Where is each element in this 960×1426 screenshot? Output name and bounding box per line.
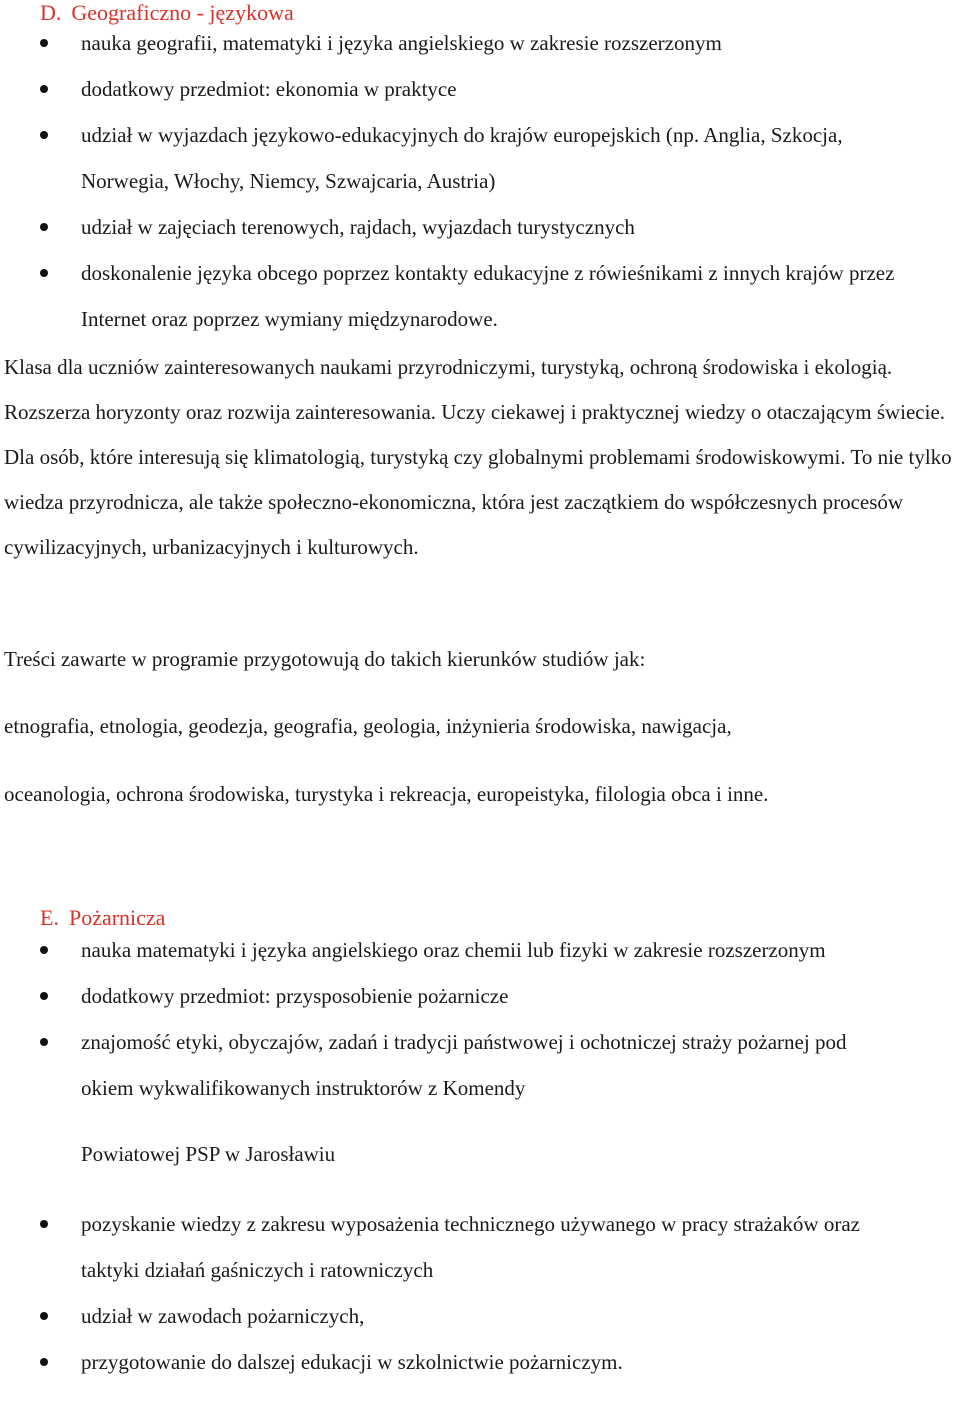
section-d-letter: D. bbox=[40, 0, 62, 25]
list-item: nauka matematyki i języka angielskiego oraz chemii lub fizyki w zakresie rozszerzonym bbox=[0, 927, 881, 973]
bullet-icon bbox=[40, 1358, 48, 1366]
section-e-letter: E. bbox=[40, 905, 59, 930]
list-item: znajomość etyki, obyczajów, zadań i tradycji państwowej i ochotniczej straży pożarnej pod okiem wykwalifikowanych instruktorów z Komendy bbox=[0, 1019, 871, 1111]
bullet-icon bbox=[40, 39, 48, 47]
list-item: udział w wyjazdach językowo-edukacyjnych do krajów europejskich (np. Anglia, Szkocja, Norwegia, Włochy, Niemcy, Szwajcaria, Austria) bbox=[0, 112, 931, 204]
studies-intro: Treści zawarte w programie przygotowują do takich kierunków studiów jak: bbox=[4, 647, 646, 671]
list-item: dodatkowy przedmiot: przysposobienie pożarnicze bbox=[0, 973, 960, 1019]
list-item: nauka geografii, matematyki i języka angielskiego w zakresie rozszerzonym bbox=[0, 20, 960, 66]
studies-list-line-1: etnografia, etnologia, geodezja, geografia, geologia, inżynieria środowiska, nawigacja, bbox=[4, 714, 732, 738]
bullet-icon bbox=[40, 1038, 48, 1046]
bullet-icon bbox=[40, 85, 48, 93]
section-d-description: Klasa dla uczniów zainteresowanych naukami przyrodniczymi, turystyką, ochroną środowiska i ekologią. Rozszerza horyzonty oraz rozwija zainteresowania. Uczy ciekawej i praktycznej wiedzy o otaczającym świecie. Dla osób, które interesują się klimatologią, turystyką czy globalnymi problemami środowiskowymi. To nie tylko wiedza przyrodnicza, ale także społeczno-ekonomiczna, która jest zaczątkiem do współczesnych procesów cywilizacyjnych, urbanizacyjnych i kulturowych. bbox=[4, 355, 952, 559]
section-d-bullet-list bbox=[0, 20, 960, 342]
list-item: doskonalenie języka obcego poprzez kontakty edukacyjne z rówieśnikami z innych krajów przez Internet oraz poprzez wymiany międzynarodowe. bbox=[0, 250, 960, 342]
section-e-bullet-list bbox=[0, 927, 960, 1385]
studies-list-line-2: oceanologia, ochrona środowiska, turystyka i rekreacja, europeistyka, filologia obca i inne. bbox=[4, 782, 769, 806]
list-item: udział w zajęciach terenowych, rajdach, wyjazdach turystycznych bbox=[0, 204, 960, 250]
list-item: pozyskanie wiedzy z zakresu wyposażenia technicznego używanego w pracy strażaków oraz taktyki działań gaśniczych i ratowniczych bbox=[0, 1201, 921, 1293]
list-item: dodatkowy przedmiot: ekonomia w praktyce bbox=[0, 66, 960, 112]
list-item-continuation: Powiatowej PSP w Jarosławiu bbox=[81, 1142, 336, 1166]
list-item: udział w zawodach pożarniczych, bbox=[0, 1293, 960, 1339]
bullet-icon bbox=[40, 946, 48, 954]
bullet-icon bbox=[40, 1220, 48, 1228]
section-e-title: Pożarnicza bbox=[68, 905, 166, 930]
section-d-title: Geograficzno - językowa bbox=[71, 0, 294, 25]
bullet-icon bbox=[40, 131, 48, 139]
bullet-icon bbox=[40, 269, 48, 277]
bullet-icon bbox=[40, 1312, 48, 1320]
bullet-icon bbox=[40, 992, 48, 1000]
list-item: przygotowanie do dalszej edukacji w szkolnictwie pożarniczym. bbox=[0, 1339, 960, 1385]
bullet-icon bbox=[40, 223, 48, 231]
